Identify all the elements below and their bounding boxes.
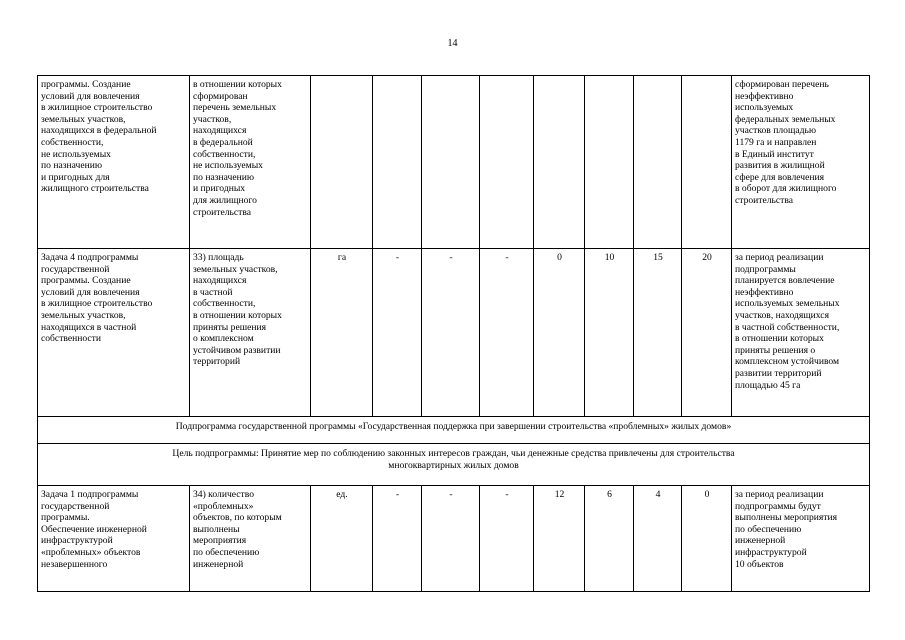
value-cell: 20: [682, 249, 732, 417]
indicators-table: [37, 75, 870, 592]
value-cell: [634, 76, 682, 249]
value-cell: [373, 76, 422, 249]
indicator-cell: в отношении которых сформирован перечень земельных участков, находящихся в федеральной собственности, не используемых по назначению и пригодных для жилищного строительства: [190, 76, 311, 249]
value-cell: 15: [634, 249, 682, 417]
value-cell: 0: [534, 249, 585, 417]
value-cell: -: [422, 486, 480, 592]
subprogram-title-row: [38, 417, 870, 444]
value-cell: [422, 76, 480, 249]
unit-cell: га: [311, 249, 373, 417]
task-cell: Задача 4 подпрограммы государственной программы. Создание условий для вовлечения в жилищное строительство земельных участков, находящихся в частной собственности: [38, 249, 190, 417]
value-cell: 4: [634, 486, 682, 592]
task-cell: программы. Создание условий для вовлечения в жилищное строительство земельных участков, находящихся в федеральной собственности, не используемых по назначению и пригодных для жилищного строительства: [38, 76, 190, 249]
page-number: 14: [447, 38, 458, 49]
indicator-cell: 34) количество «проблемных» объектов, по которым выполнены мероприятия по обеспечению инженерной: [190, 486, 311, 592]
indicator-cell: 33) площадь земельных участков, находящихся в частной собственности, в отношении которых приняты решения о комплексном устойчивом развитии территорий: [190, 249, 311, 417]
table-row: [38, 76, 870, 249]
unit-cell: [311, 76, 373, 249]
value-cell: [534, 76, 585, 249]
table-row: [38, 486, 870, 592]
value-cell: 10: [585, 249, 634, 417]
value-cell: [682, 76, 732, 249]
subprogram-goal: Цель подпрограммы: Принятие мер по соблюдению законных интересов граждан, чьи денежные средства привлечены для строительства многоквартирных жилых домов: [38, 444, 870, 486]
comment-cell: за период реализации подпрограммы планируется вовлечение неэффективно используемых земельных участков, находящихся в частной собственности, в отношении которых приняты решения о комплексном устойчивом развитии территорий площадью 45 га: [732, 249, 870, 417]
value-cell: 6: [585, 486, 634, 592]
value-cell: -: [480, 486, 534, 592]
value-cell: [585, 76, 634, 249]
value-cell: -: [373, 486, 422, 592]
comment-cell: за период реализации подпрограммы будут выполнены мероприятия по обеспечению инженерной инфраструктурой 10 объектов: [732, 486, 870, 592]
unit-cell: ед.: [311, 486, 373, 592]
value-cell: -: [422, 249, 480, 417]
task-cell: Задача 1 подпрограммы государственной программы. Обеспечение инженерной инфраструктурой «проблемных» объектов незавершенного: [38, 486, 190, 592]
value-cell: 0: [682, 486, 732, 592]
value-cell: 12: [534, 486, 585, 592]
value-cell: -: [373, 249, 422, 417]
value-cell: -: [480, 249, 534, 417]
table-row: [38, 249, 870, 417]
value-cell: [480, 76, 534, 249]
comment-cell: сформирован перечень неэффективно используемых федеральных земельных участков площадью 1179 га и направлен в Единый институт развития в жилищной сфере для вовлечения в оборот для жилищного строительства: [732, 76, 870, 249]
subprogram-goal-row: [38, 444, 870, 486]
subprogram-title: Подпрограмма государственной программы «Государственная поддержка при завершении строительства «проблемных» жилых домов»: [38, 417, 870, 444]
